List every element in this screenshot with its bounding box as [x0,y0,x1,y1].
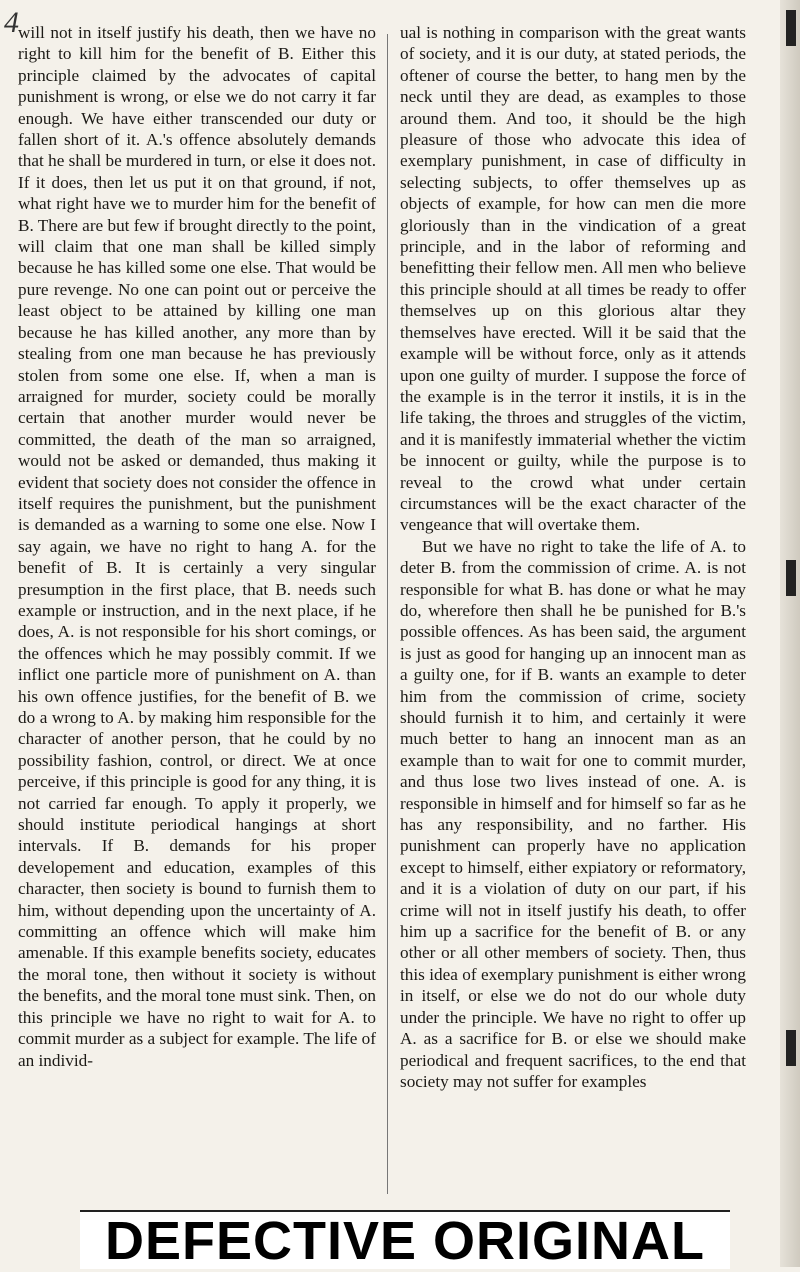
edge-mark [786,560,796,596]
left-column [18,22,376,1071]
edge-mark [786,1030,796,1066]
column-divider [387,34,388,1194]
defective-original-stamp [80,1210,730,1269]
right-paragraph-1: ual is nothing in comparison with the great wants of society, and it is our duty, at stated periods, the oftener of course the better, to hang men by the neck until they are dead, as examples to those around them. And too, it should be the high pleasure of those who advocate this idea of exemplary punishment, in case of difficulty in selecting subjects, to offer themselves up as objects of example, for how can men die more gloriously than in the vindication of a great principle, and in the labor of reforming and benefitting their fellow men. All men who believe this principle should at all times be ready to offer themselves up on this glorious altar they themselves have erected. Will it be said that the example will be without force, only as it attends upon one guilty of murder. I suppose the force of the example is in the terror it instils, it is in the life taking, the throes and struggles of the victim, and it is manifestly immaterial whether the victim be innocent or guilty, while the purpose is to reveal to the crowd what under certain circumstances will be the exact character of the vengeance that will overtake them. [400,23,746,535]
edge-mark [786,10,796,46]
right-column [400,22,746,1092]
page-number: 4 [4,6,19,39]
page-edge-strip [780,0,800,1267]
left-paragraph-1: will not in itself justify his death, then we have no right to kill him for the benefit of B. Either this principle claimed by the advocates of capital punishment is wrong, or else we do not carry it far enough. We have either transcended our duty or fallen short of it. A.'s offence absolutely demands that he shall be murdered in turn, or else it does not. If it does, then let us put it on that ground, if not, what right have we to murder him for the benefit of B. There are but few if brought directly to the point, will claim that one man shall be killed simply because he has killed some one else. That would be pure revenge. No one can point out or perceive the least object to be attained by killing one man because he has killed another, any more than by stealing from one man because he has previously stolen from some one else. If, when a man is arraigned for murder, society could be morally certain that another murder would never be committed, the death of the man so arraigned, would not be asked or demanded, thus making it evident that society does not consider the offence in itself requires the punishment, but the punishment is demanded as a warning to some one else. Now I say again, we have no right to hang A. for the benefit of B. It is certainly a very singular presumption in the first place, that B. needs such example or instruction, and in the next place, if he does, A. is not responsible for his short comings, or the offences which he may possibly commit. If we inflict one particle more of punishment on A. than his own offence justifies, for the benefit of B. we do a wrong to A. by making him responsible for the character of another person, that he could by no possibility fashion, control, or direct. We at once perceive, if this principle is good for any thing, it is not carried far enough. To apply it properly, we should institute periodical hangings at short intervals. If B. demands for his proper developement and education, examples of this character, then society is bound to furnish them to him, without depending upon the uncertainty of A. committing an offence which will make him amenable. If this example benefits society, educates the moral tone, then without it society is without the benefits, and the moral tone must sink. Then, on this principle we have no right to wait for A. to commit murder as a subject for example. The life of an individ- [18,23,376,1070]
right-paragraph-2: But we have no right to take the life of A. to deter B. from the commission of crime. A. is not responsible for what B. has done or what he may do, wherefore then shall he be punished for B.'s possible offences. As has been said, the argument is just as good for hanging up an innocent man as a guilty one, for if B. wants an example to deter him from the commission of crime, society should furnish it to him, and certainly it were much better to hang an innocent man as an example than to wait for one to commit murder, and thus lose two lives instead of one. A. is responsible in himself and for himself so far as he has any responsibility, and no farther. His punishment can properly have no application except to himself, either expiatory or reformatory, and it is a violation of duty on our part, if his crime will not in itself justify his death, to offer him up a sacrifice for the benefit of B. or any other or all other members of society. Then, thus this idea of exemplary punishment is either wrong in itself, or else we do not do our whole duty under the principle. We have no right to offer up A. as a sacrifice for B. or else we should make periodical and frequent sacrifices, to the end that society may not suffer for examples [400,536,746,1091]
stamp-text: DEFECTIVE ORIGINAL [104,1210,706,1271]
